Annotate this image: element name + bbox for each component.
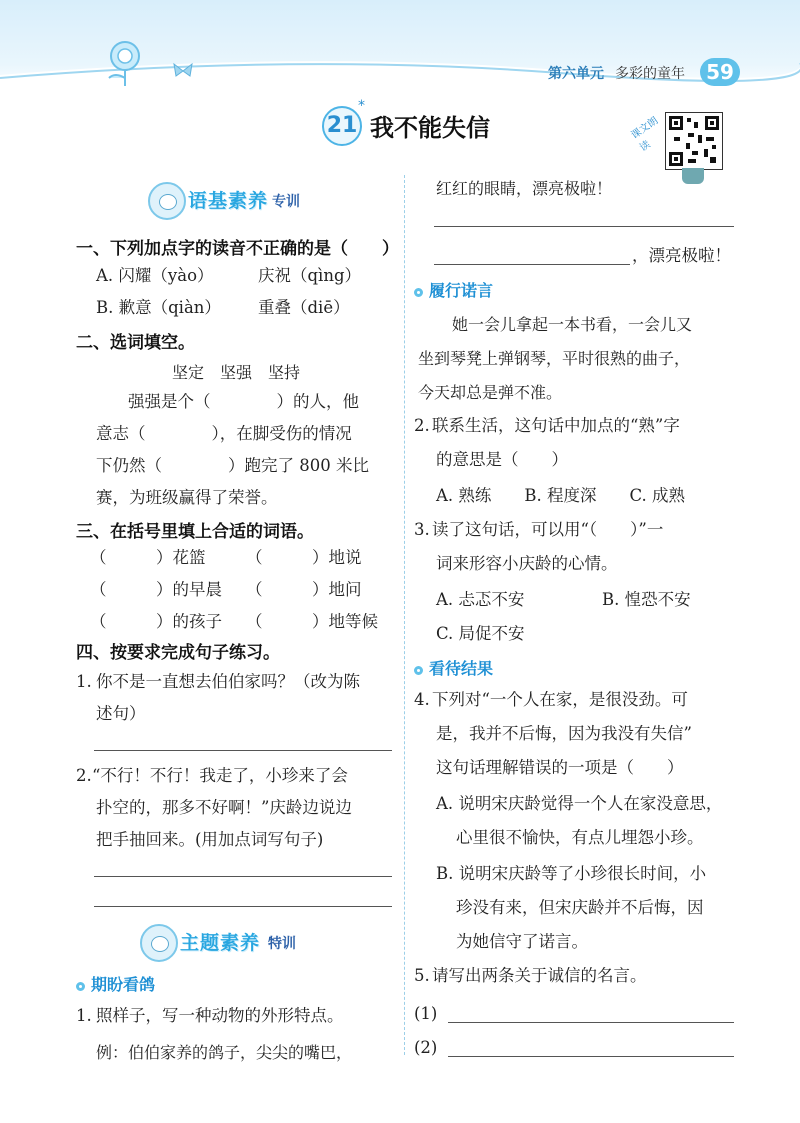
q4-item2-number: 2. [76,766,92,785]
passage-line-2: 坐到琴凳上弹钢琴，平时很熟的曲子， [418,349,691,368]
section-title-basic: 语基素养 [188,190,269,212]
q3-blank-1b[interactable]: （ ）地说 [246,548,362,567]
qr-stand [682,168,704,184]
t2-number: 2. [414,416,430,435]
q4-heading: 四、按要求完成句子练习。 [76,643,280,663]
q2-line-3: 下仍然（ ）跑完了 800 米比 [96,456,369,475]
q3-blank-3b[interactable]: （ ）地等候 [246,612,378,631]
t3-option-b: B. 惶恐不安 [602,590,691,609]
flower-decoration-icon [95,38,155,86]
unit-label: 第六单元 [548,66,604,82]
butterfly-icon [172,62,194,80]
q3-blank-3a[interactable]: （ ）的孩子 [90,612,222,631]
section-subtitle-theme: 特训 [268,936,296,952]
passage-line-1: 她一会儿拿起一本书看，一会儿又 [452,315,693,334]
q2-heading: 二、选词填空。 [76,333,195,353]
t5-answer-line-2[interactable] [448,1056,734,1057]
section-badge-theme [140,924,340,954]
page-number: 59 [700,58,740,86]
t2-line-2: 的意思是（ ） [436,450,568,469]
t4-line-1: 下列对“一个人在家，是很没劲。可 [432,690,688,709]
t5-line-1: 请写出两条关于诚信的名言。 [432,966,647,985]
t4-option-a-line-1: A. 说明宋庆龄觉得一个人在家没意思， [436,794,723,813]
lesson-number: 21 [322,106,362,146]
t1-example-line-1: 例：伯伯家养的鸽子，尖尖的嘴巴， [96,1043,353,1062]
t5-label-1: (1) [414,1004,438,1023]
q3-blank-2b[interactable]: （ ）地问 [246,580,362,599]
qr-code-icon[interactable] [665,112,723,170]
unit-title: 多彩的童年 [615,66,685,82]
t1-answer-line-2[interactable] [434,264,630,265]
q4-item1-answer-line[interactable] [94,750,392,751]
q2-line-1: 强强是个（ ）的人，他 [128,392,359,411]
q1-option-a1: A. 闪耀（yào） [96,266,214,285]
t4-option-b-line-3: 为她信守了诺言。 [456,932,588,951]
t4-number: 4. [414,690,430,709]
q4-item2-line-1: “不行！不行！我走了，小珍来了会 [92,766,348,785]
q4-item2-line-2: 扑空的，那多不好啊！”庆龄边说边 [96,798,352,817]
t3-number: 3. [414,520,430,539]
q4-item1-number: 1. [76,672,92,691]
t1-number: 1. [76,1006,92,1025]
theme-subtitle-3: 看待结果 [414,656,493,679]
q3-blank-2a[interactable]: （ ）的早晨 [90,580,222,599]
t3-option-c: C. 局促不安 [436,624,525,643]
q4-item2-answer-line-2[interactable] [94,906,392,907]
q1-option-b2: 重叠（diē） [258,298,350,317]
t4-option-b-line-2: 珍没有来，但宋庆龄并不后悔，因 [456,898,704,917]
mascot-icon [148,182,186,220]
t4-option-b-line-1: B. 说明宋庆龄等了小珍很长时间，小 [436,864,707,883]
qr-label: 课文朗读 [629,115,661,154]
t1-ending: ，漂亮极啦！ [632,246,731,265]
t1-example-line-2: 红红的眼睛，漂亮极啦！ [436,179,613,198]
q2-line-2: 意志（ ），在脚受伤的情况 [96,424,352,443]
q4-item1-line-1: 你不是一直想去伯伯家吗？（改为陈 [96,672,360,691]
t4-line-3: 这句话理解错误的一项是（ ） [436,758,684,777]
t5-answer-line-1[interactable] [448,1022,734,1023]
t5-number: 5. [414,966,430,985]
t4-line-2: 是，我并不后悔，因为我没有失信” [436,724,692,743]
passage-line-3: 今天却总是弹不准。 [418,383,563,402]
q3-heading: 三、在括号里填上合适的词语。 [76,522,314,542]
q4-item1-line-2: 述句） [96,704,146,723]
theme-subtitle-2: 履行诺言 [414,278,493,301]
lesson-title: 我不能失信 [370,114,490,142]
section-badge-basic [148,182,338,212]
section-title-theme: 主题素养 [180,932,261,954]
t3-line-2: 词来形容小庆龄的心情。 [436,554,618,573]
t4-option-a-line-2: 心里很不愉快，有点儿埋怨小珍。 [456,828,704,847]
q4-item2-answer-line-1[interactable] [94,876,392,877]
lesson-star: * [358,98,365,114]
t1-line-1: 照样子，写一种动物的外形特点。 [96,1006,344,1025]
t3-line-1: 读了这句话，可以用“（ ）”一 [432,520,664,539]
t2-line-1: 联系生活，这句话中加点的“熟”字 [432,416,680,435]
section-subtitle-basic: 专训 [272,194,300,210]
q2-word-bank: 坚定 坚强 坚持 [172,363,301,382]
theme-subtitle-1: 期盼看鸽 [76,972,155,995]
q1-option-a2: 庆祝（qìng） [258,266,362,285]
t5-label-2: (2) [414,1038,438,1057]
mascot-icon [140,924,178,962]
q3-blank-1a[interactable]: （ ）花篮 [90,548,206,567]
q1-heading: 一、下列加点字的读音不正确的是（ ） [76,239,399,259]
t2-options: A. 熟练 B. 程度深 C. 成熟 [436,486,686,505]
q4-item2-line-3: 把手抽回来。(用加点词写句子) [96,830,324,849]
q2-line-4: 赛，为班级赢得了荣誉。 [96,488,278,507]
t3-option-a: A. 忐忑不安 [436,590,525,609]
column-divider [404,175,405,1055]
t1-answer-line-1[interactable] [434,226,734,227]
q1-option-b1: B. 歉意（qiàn） [96,298,221,317]
